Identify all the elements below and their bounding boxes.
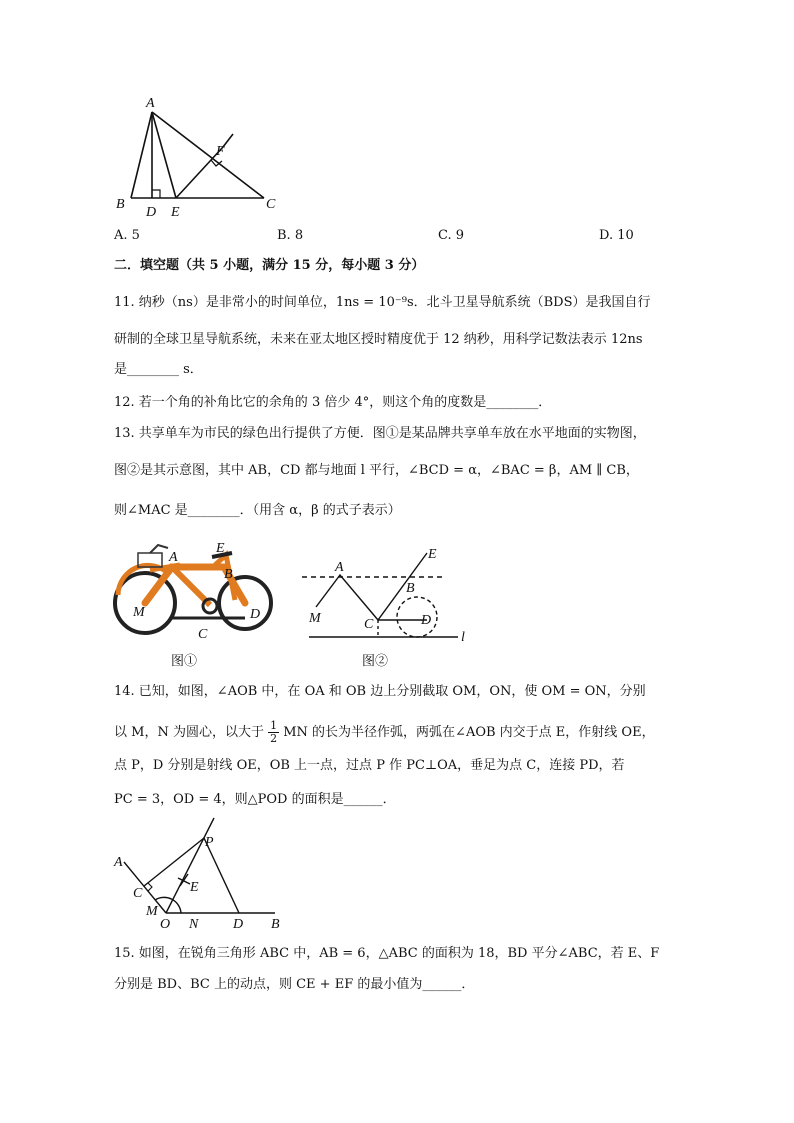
label-E: E — [171, 205, 180, 220]
q14-label-N: N — [189, 917, 199, 932]
q14-label-P: P — [205, 835, 214, 850]
q10-option-c: C. 9 — [438, 228, 465, 243]
q11-line3: 是________ s． — [114, 362, 203, 377]
schem-label-l: l — [461, 630, 465, 645]
schem-label-D: D — [421, 613, 432, 628]
q15-line2: 分别是 BD、BC 上的动点，则 CE + EF 的最小值为______． — [114, 977, 475, 992]
schem-label-B: B — [406, 581, 415, 596]
schem-label-A: A — [335, 560, 344, 575]
label-A: A — [146, 96, 155, 111]
fraction-one-half: $\frac{1}{2}$ — [270, 719, 278, 745]
q14-label-D: D — [233, 917, 244, 932]
bike-label-C: C — [198, 627, 208, 642]
q14-line2-start: 以 M，N 为圆心，以大于 — [114, 725, 264, 740]
bike-label-M: M — [133, 605, 145, 620]
schem-label-M: M — [309, 611, 321, 626]
label-F: F — [216, 144, 225, 159]
q11-line2: 研制的全球卫星导航系统，未来在亚太地区授时精度优于 12 纳秒，用科学记数法表示 12ns — [114, 332, 643, 347]
q11-line1: 11. 纳秒（ns）是非常小的时间单位，1ns = 10⁻⁹s．北斗卫星导航系统（BDS）是我国自行 — [114, 295, 651, 310]
q13-line3: 则∠MAC 是________．（用含 α，β 的式子表示） — [114, 503, 401, 518]
caption-figure-1: 图① — [171, 654, 198, 669]
q14-line4: PC = 3，OD = 4，则△POD 的面积是______． — [114, 792, 396, 807]
q14-line3: 点 P，D 分别是射线 OE，OB 上一点，过点 P 作 PC⊥OA，垂足为点 C，连接 PD，若 — [114, 758, 625, 773]
q14-label-A: A — [114, 855, 123, 870]
q15-line1: 15. 如图，在锐角三角形 ABC 中，AB = 6，△ABC 的面积为 18，BD 平分∠ABC，若 E、F — [114, 946, 660, 961]
q12-text: 12. 若一个角的补角比它的余角的 3 倍少 4°，则这个角的度数是________． — [114, 395, 552, 410]
q10-option-a: A. 5 — [114, 228, 140, 243]
q14-label-B: B — [271, 917, 280, 932]
bike-label-A: A — [169, 550, 178, 565]
bike-label-E: E — [216, 541, 225, 556]
q13-line2: 图②是其示意图，其中 AB，CD 都与地面 l 平行，∠BCD = α，∠BAC = β，AM ∥ CB， — [114, 463, 639, 478]
section-heading: 二．填空题（共 5 小题，满分 15 分，每小题 3 分） — [114, 258, 425, 273]
q13-line1: 13. 共享单车为市民的绿色出行提供了方便．图①是某品牌共享单车放在水平地面的实物图， — [114, 426, 646, 441]
q14-label-E: E — [190, 880, 199, 895]
q14-label-M: M — [146, 904, 158, 919]
label-B: B — [116, 197, 125, 212]
schem-label-C: C — [364, 617, 374, 632]
label-D: D — [146, 205, 157, 220]
q14-line2-end: MN 的长为半径作弧，两弧在∠AOB 内交于点 E，作射线 OE， — [283, 725, 655, 740]
q14-label-C: C — [133, 886, 143, 901]
q10-option-b: B. 8 — [277, 228, 304, 243]
q10-option-d: D. 10 — [599, 228, 634, 243]
q14-label-O: O — [160, 917, 171, 932]
label-C: C — [266, 197, 276, 212]
q14-line1: 14. 已知，如图，∠AOB 中，在 OA 和 OB 边上分别截取 OM，ON，使 OM = ON，分别 — [114, 684, 646, 699]
schem-label-E: E — [428, 547, 437, 562]
bike-label-D: D — [250, 607, 261, 622]
bike-label-B: B — [224, 567, 233, 582]
caption-figure-2: 图② — [362, 654, 389, 669]
